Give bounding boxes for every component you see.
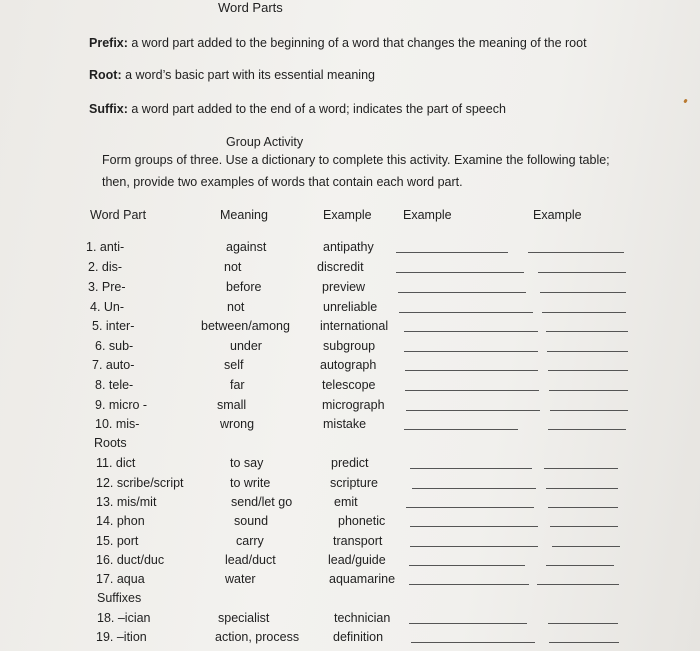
- column-header-example-2: Example: [403, 208, 452, 222]
- word-part-cell: 17. aqua: [96, 572, 145, 586]
- example-cell: predict: [331, 456, 369, 470]
- meaning-cell: send/let go: [231, 495, 293, 509]
- example-cell: phonetic: [338, 514, 386, 528]
- meaning-cell: before: [226, 280, 262, 294]
- example-cell: telescope: [322, 378, 376, 392]
- example-blank-2[interactable]: [405, 390, 539, 391]
- column-header-word-part: Word Part: [90, 208, 147, 222]
- example-blank-2[interactable]: [399, 312, 533, 313]
- example-blank-2[interactable]: [404, 429, 518, 430]
- word-part-cell: 7. auto-: [92, 358, 135, 372]
- example-blank-3[interactable]: [528, 252, 624, 253]
- example-blank-3[interactable]: [548, 370, 628, 371]
- activity-instructions-line1: Form groups of three. Use a dictionary to complete this activity. Examine the following table;: [102, 153, 610, 167]
- example-blank-3[interactable]: [538, 272, 626, 273]
- example-blank-2[interactable]: [410, 526, 538, 527]
- word-part-cell: 18. –ician: [97, 611, 151, 625]
- example-blank-3[interactable]: [550, 526, 618, 527]
- meaning-cell: water: [225, 572, 256, 586]
- column-header-example-3: Example: [533, 208, 582, 222]
- section-label-suffixes: Suffixes: [97, 591, 142, 605]
- meaning-cell: to write: [230, 476, 271, 490]
- example-cell: discredit: [317, 260, 364, 274]
- example-blank-3[interactable]: [546, 488, 618, 489]
- example-blank-3[interactable]: [542, 312, 626, 313]
- example-cell: antipathy: [323, 240, 374, 254]
- page-title: Word Parts: [218, 0, 283, 15]
- example-cell: transport: [333, 534, 383, 548]
- example-blank-2[interactable]: [398, 292, 526, 293]
- example-blank-3[interactable]: [544, 468, 618, 469]
- meaning-cell: small: [217, 398, 247, 412]
- word-part-cell: 9. micro -: [95, 398, 148, 412]
- meaning-cell: sound: [234, 514, 269, 528]
- example-cell: international: [320, 319, 389, 333]
- definition-text: a word part added to the end of a word; indicates the part of speech: [127, 102, 506, 116]
- definition-text: a word part added to the beginning of a word that changes the meaning of the root: [127, 36, 587, 50]
- definition-term: Root:: [89, 68, 122, 82]
- example-blank-2[interactable]: [396, 272, 524, 273]
- meaning-cell: carry: [236, 534, 264, 548]
- example-blank-2[interactable]: [410, 546, 538, 547]
- example-blank-3[interactable]: [537, 584, 619, 585]
- example-blank-3[interactable]: [547, 351, 628, 352]
- activity-instructions-line2: then, provide two examples of words that contain each word part.: [102, 175, 463, 189]
- example-blank-2[interactable]: [404, 351, 538, 352]
- example-cell: unreliable: [323, 300, 378, 314]
- meaning-cell: between/among: [201, 319, 290, 333]
- example-blank-3[interactable]: [548, 623, 618, 624]
- word-part-cell: 5. inter-: [92, 319, 135, 333]
- ink-mark: [683, 99, 688, 104]
- column-header-example: Example: [323, 208, 372, 222]
- example-cell: technician: [334, 611, 391, 625]
- word-part-cell: 6. sub-: [95, 339, 134, 353]
- word-part-cell: 11. dict: [96, 456, 136, 470]
- example-cell: lead/guide: [328, 553, 386, 567]
- example-blank-2[interactable]: [409, 565, 525, 566]
- example-blank-2[interactable]: [396, 252, 508, 253]
- definition-prefix: [89, 36, 587, 51]
- word-part-cell: 12. scribe/script: [96, 476, 184, 490]
- example-cell: subgroup: [323, 339, 376, 353]
- example-blank-2[interactable]: [406, 507, 534, 508]
- meaning-cell: self: [224, 358, 244, 372]
- definition-text: a word’s basic part with its essential meaning: [121, 68, 375, 82]
- example-cell: emit: [334, 495, 358, 509]
- example-cell: autograph: [320, 358, 377, 372]
- word-part-cell: 13. mis/mit: [96, 495, 157, 509]
- meaning-cell: specialist: [218, 611, 270, 625]
- example-cell: definition: [333, 630, 384, 644]
- example-cell: scripture: [330, 476, 378, 490]
- word-part-cell: 4. Un-: [90, 300, 125, 314]
- meaning-cell: under: [230, 339, 262, 353]
- example-cell: preview: [322, 280, 366, 294]
- definition-term: Suffix:: [89, 102, 128, 116]
- example-cell: micrograph: [322, 398, 385, 412]
- example-blank-3[interactable]: [546, 565, 614, 566]
- word-part-cell: 3. Pre-: [88, 280, 126, 294]
- definition-term: Prefix:: [89, 36, 128, 50]
- word-part-cell: 16. duct/duc: [96, 553, 165, 567]
- meaning-cell: wrong: [220, 417, 255, 431]
- meaning-cell: not: [227, 300, 245, 314]
- example-blank-2[interactable]: [406, 410, 540, 411]
- column-header-meaning: Meaning: [220, 208, 268, 222]
- word-part-cell: 8. tele-: [95, 378, 134, 392]
- example-blank-3[interactable]: [550, 410, 628, 411]
- example-cell: mistake: [323, 417, 367, 431]
- example-blank-2[interactable]: [412, 488, 536, 489]
- meaning-cell: action, process: [215, 630, 300, 644]
- meaning-cell: lead/duct: [225, 553, 276, 567]
- meaning-cell: far: [230, 378, 245, 392]
- example-blank-3[interactable]: [549, 390, 628, 391]
- example-blank-2[interactable]: [409, 623, 527, 624]
- example-blank-3[interactable]: [549, 642, 619, 643]
- example-blank-3[interactable]: [548, 429, 626, 430]
- example-blank-3[interactable]: [548, 507, 618, 508]
- definition-suffix: [89, 102, 506, 117]
- word-part-cell: 14. phon: [96, 514, 145, 528]
- section-label-roots: Roots: [94, 436, 127, 450]
- example-blank-3[interactable]: [546, 331, 628, 332]
- example-blank-2[interactable]: [409, 584, 529, 585]
- activity-heading: Group Activity: [226, 135, 304, 149]
- word-part-cell: 15. port: [96, 534, 139, 548]
- meaning-cell: against: [226, 240, 267, 254]
- word-part-cell: 19. –ition: [96, 630, 147, 644]
- example-blank-2[interactable]: [410, 468, 532, 469]
- example-cell: aquamarine: [329, 572, 396, 586]
- word-part-cell: 10. mis-: [95, 417, 140, 431]
- meaning-cell: to say: [230, 456, 264, 470]
- example-blank-3[interactable]: [540, 292, 626, 293]
- definition-root: [89, 68, 375, 83]
- word-part-cell: 1. anti-: [86, 240, 125, 254]
- example-blank-2[interactable]: [405, 370, 538, 371]
- example-blank-2[interactable]: [404, 331, 538, 332]
- word-part-cell: 2. dis-: [88, 260, 123, 274]
- example-blank-2[interactable]: [411, 642, 535, 643]
- example-blank-3[interactable]: [552, 546, 620, 547]
- meaning-cell: not: [224, 260, 242, 274]
